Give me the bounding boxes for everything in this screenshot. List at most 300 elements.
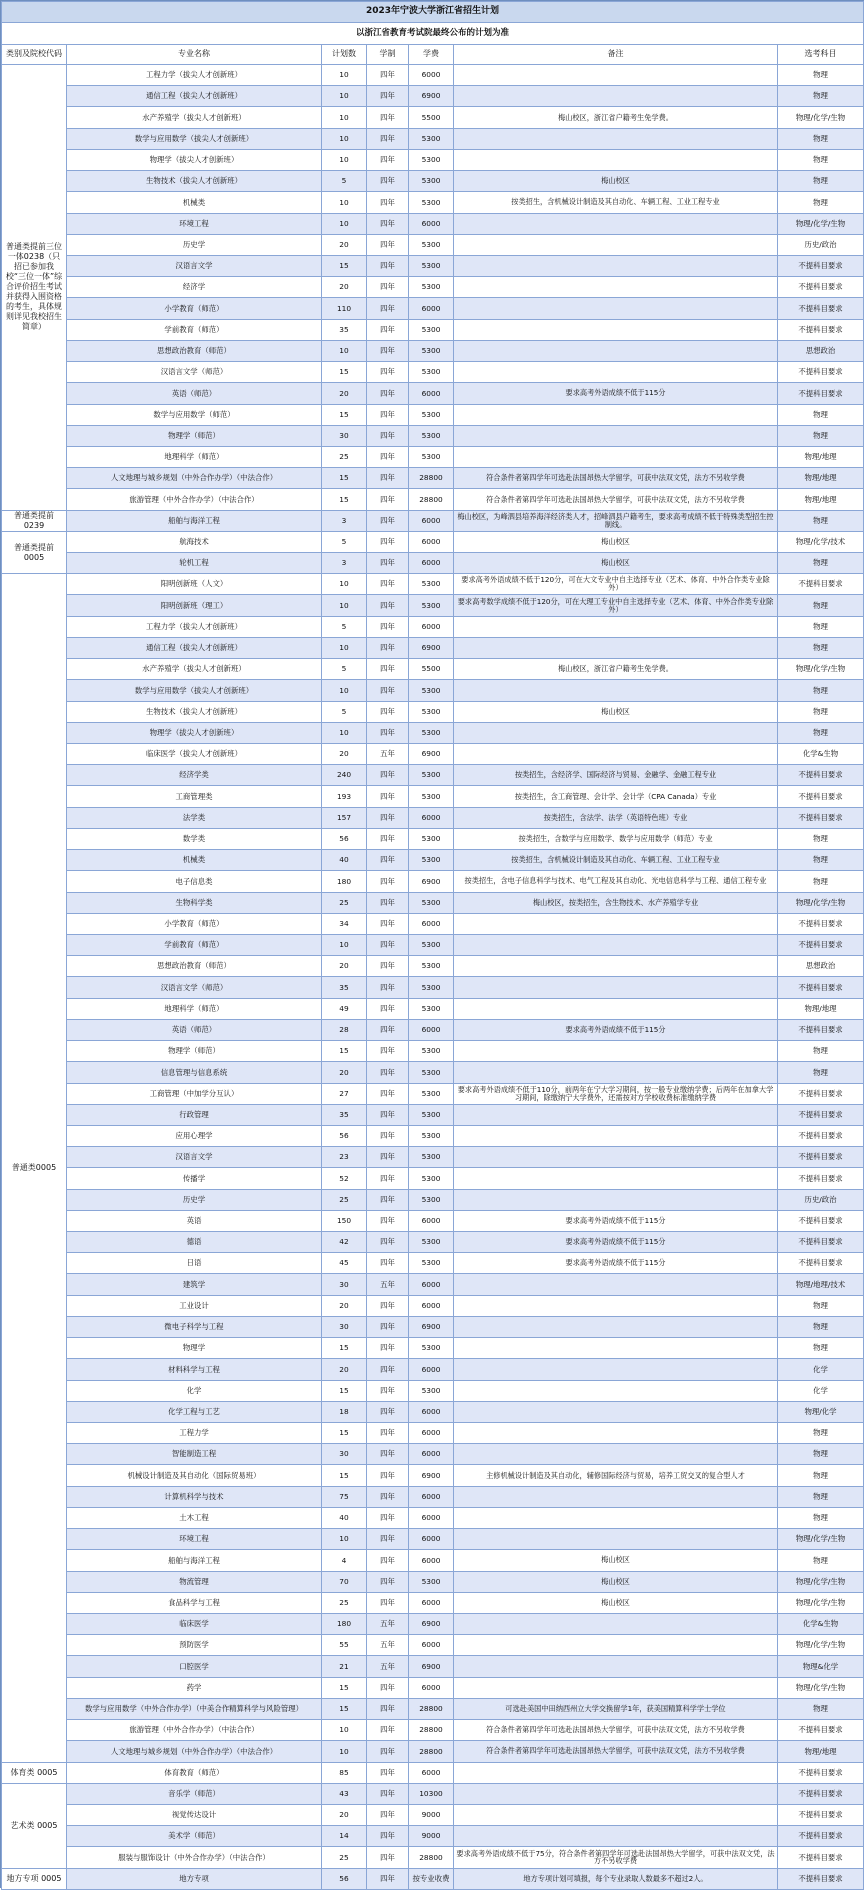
- quota-cell: 42: [322, 1232, 367, 1253]
- table-row: [2, 1274, 864, 1295]
- duration-cell: 四年: [367, 1062, 409, 1083]
- subjects-cell: 不提科目要求: [778, 1762, 864, 1783]
- tuition-cell: 6000: [409, 1423, 454, 1444]
- duration-cell: 四年: [367, 871, 409, 892]
- quota-cell: 10: [322, 637, 367, 658]
- table-row: [2, 956, 864, 977]
- subjects-cell: 物理: [778, 616, 864, 637]
- duration-cell: 四年: [367, 1316, 409, 1337]
- quota-cell: 25: [322, 1189, 367, 1210]
- major-name-cell: 经济学: [67, 277, 322, 298]
- quota-cell: 30: [322, 1316, 367, 1337]
- quota-cell: 35: [322, 1104, 367, 1125]
- remarks-cell: [454, 1359, 778, 1380]
- remarks-cell: [454, 213, 778, 234]
- subjects-cell: 物理/地理: [778, 998, 864, 1019]
- remarks-cell: 可选赴美国中田纳西州立大学交换留学1年，获美国精算科学学士学位: [454, 1698, 778, 1719]
- tuition-cell: 5500: [409, 659, 454, 680]
- quota-cell: 20: [322, 383, 367, 404]
- duration-cell: 四年: [367, 1868, 409, 1889]
- table-row: [2, 1444, 864, 1465]
- subjects-cell: 物理: [778, 1698, 864, 1719]
- remarks-cell: [454, 319, 778, 340]
- duration-cell: 五年: [367, 1656, 409, 1677]
- subjects-cell: 物理: [778, 128, 864, 149]
- table-row: [2, 171, 864, 192]
- remarks-cell: [454, 1338, 778, 1359]
- subjects-cell: 物理: [778, 850, 864, 871]
- major-name-cell: 材料科学与工程: [67, 1359, 322, 1380]
- quota-cell: 75: [322, 1486, 367, 1507]
- table-row: [2, 1868, 864, 1889]
- duration-cell: 四年: [367, 1253, 409, 1274]
- table-row: [2, 319, 864, 340]
- subjects-cell: 化学&生物: [778, 1613, 864, 1634]
- duration-cell: 四年: [367, 1232, 409, 1253]
- major-name-cell: 建筑学: [67, 1274, 322, 1295]
- tuition-cell: 6000: [409, 383, 454, 404]
- header-row: [2, 45, 864, 65]
- major-name-cell: 美术学（师范）: [67, 1826, 322, 1847]
- major-name-cell: 物理学（拔尖人才创新班）: [67, 149, 322, 170]
- quota-cell: 180: [322, 1613, 367, 1634]
- tuition-cell: 5300: [409, 765, 454, 786]
- remarks-cell: 要求高考外语成绩不低于110分，前两年在宁大学习期间，按一般专业缴纳学费；后两年在加拿大学习期间，除缴纳宁大学费外，还需按对方学校收费标准缴纳学费: [454, 1083, 778, 1104]
- remarks-cell: 要求高考外语成绩不低于115分: [454, 1232, 778, 1253]
- tuition-cell: 5300: [409, 1338, 454, 1359]
- major-name-cell: 水产养殖学（拔尖人才创新班）: [67, 659, 322, 680]
- duration-cell: 四年: [367, 828, 409, 849]
- subjects-cell: 不提科目要求: [778, 1804, 864, 1825]
- tuition-cell: 5300: [409, 1189, 454, 1210]
- duration-cell: 四年: [367, 1423, 409, 1444]
- duration-cell: 四年: [367, 1359, 409, 1380]
- quota-cell: 10: [322, 722, 367, 743]
- remarks-cell: [454, 1635, 778, 1656]
- duration-cell: 四年: [367, 1550, 409, 1571]
- quota-cell: 45: [322, 1253, 367, 1274]
- major-name-cell: 通信工程（拔尖人才创新班）: [67, 637, 322, 658]
- remarks-cell: 按类招生，含法学、法学（英语特色班）专业: [454, 807, 778, 828]
- remarks-cell: [454, 744, 778, 765]
- subjects-cell: 物理: [778, 425, 864, 446]
- table-row: [2, 1338, 864, 1359]
- tuition-cell: 28800: [409, 1720, 454, 1741]
- quota-cell: 15: [322, 468, 367, 489]
- subjects-cell: 物理: [778, 680, 864, 701]
- quota-cell: 15: [322, 489, 367, 510]
- duration-cell: 四年: [367, 1295, 409, 1316]
- tuition-cell: 5300: [409, 425, 454, 446]
- major-name-cell: 法学类: [67, 807, 322, 828]
- table-row: [2, 807, 864, 828]
- major-name-cell: 船舶与海洋工程: [67, 1550, 322, 1571]
- major-name-cell: 预防医学: [67, 1635, 322, 1656]
- major-name-cell: 体育教育（师范）: [67, 1762, 322, 1783]
- tuition-cell: 6900: [409, 637, 454, 658]
- tuition-cell: 5300: [409, 595, 454, 616]
- quota-cell: 55: [322, 1635, 367, 1656]
- remarks-cell: [454, 1444, 778, 1465]
- duration-cell: 四年: [367, 574, 409, 595]
- tuition-cell: 6000: [409, 553, 454, 574]
- duration-cell: 四年: [367, 1529, 409, 1550]
- major-name-cell: 口腔医学: [67, 1656, 322, 1677]
- subjects-cell: 物理: [778, 1444, 864, 1465]
- table-row: [2, 574, 864, 595]
- tuition-cell: 5300: [409, 362, 454, 383]
- quota-cell: 20: [322, 234, 367, 255]
- subjects-cell: 不提科目要求: [778, 1083, 864, 1104]
- category-cell: 地方专项 0005: [2, 1868, 67, 1889]
- subjects-cell: 化学: [778, 1359, 864, 1380]
- table-row: [2, 765, 864, 786]
- table-row: [2, 1380, 864, 1401]
- tuition-cell: 5300: [409, 340, 454, 361]
- major-name-cell: 人文地理与城乡规划（中外合作办学）（中法合作）: [67, 468, 322, 489]
- duration-cell: 四年: [367, 977, 409, 998]
- subjects-cell: 物理: [778, 1507, 864, 1528]
- major-name-cell: 工商管理类: [67, 786, 322, 807]
- duration-cell: 四年: [367, 1847, 409, 1868]
- subjects-cell: 物理: [778, 1465, 864, 1486]
- remarks-cell: 地方专项计划可填报，每个专业录取人数最多不超过2人。: [454, 1868, 778, 1889]
- subjects-cell: 物理: [778, 171, 864, 192]
- duration-cell: 四年: [367, 913, 409, 934]
- major-name-cell: 英语（师范）: [67, 383, 322, 404]
- subjects-cell: 不提科目要求: [778, 1720, 864, 1741]
- tuition-cell: 6000: [409, 1635, 454, 1656]
- table-row: [2, 1041, 864, 1062]
- tuition-cell: 5300: [409, 680, 454, 701]
- duration-cell: 五年: [367, 1274, 409, 1295]
- table-row: [2, 1486, 864, 1507]
- remarks-cell: 梅山校区: [454, 1592, 778, 1613]
- table-row: [2, 892, 864, 913]
- duration-cell: 四年: [367, 1826, 409, 1847]
- subjects-cell: 不提科目要求: [778, 1868, 864, 1889]
- table-row: [2, 128, 864, 149]
- tuition-cell: 5300: [409, 934, 454, 955]
- subjects-cell: 不提科目要求: [778, 1019, 864, 1040]
- quota-cell: 10: [322, 213, 367, 234]
- table-row: [2, 1592, 864, 1613]
- subjects-cell: 物理/化学/生物: [778, 1592, 864, 1613]
- remarks-cell: 主修机械设计制造及其自动化，辅修国际经济与贸易，培养工贸交叉的复合型人才: [454, 1465, 778, 1486]
- subjects-cell: 不提科目要求: [778, 277, 864, 298]
- table-row: [2, 65, 864, 86]
- subjects-cell: 物理/地理: [778, 1741, 864, 1762]
- table-row: [2, 1019, 864, 1040]
- subjects-cell: 物理: [778, 871, 864, 892]
- tuition-cell: 6900: [409, 1465, 454, 1486]
- major-name-cell: 思想政治教育（师范）: [67, 956, 322, 977]
- remarks-cell: [454, 1507, 778, 1528]
- quota-cell: 25: [322, 1847, 367, 1868]
- major-name-cell: 临床医学: [67, 1613, 322, 1634]
- table-row: [2, 489, 864, 510]
- quota-cell: 15: [322, 1423, 367, 1444]
- remarks-cell: 梅山校区: [454, 1571, 778, 1592]
- table-row: [2, 340, 864, 361]
- remarks-cell: 梅山校区: [454, 1550, 778, 1571]
- tuition-cell: 28800: [409, 1847, 454, 1868]
- duration-cell: 四年: [367, 1189, 409, 1210]
- quota-cell: 5: [322, 659, 367, 680]
- table-row: [2, 1677, 864, 1698]
- quota-cell: 10: [322, 65, 367, 86]
- tuition-cell: 6000: [409, 1295, 454, 1316]
- major-name-cell: 物理学: [67, 1338, 322, 1359]
- subjects-cell: 不提科目要求: [778, 913, 864, 934]
- major-name-cell: 生物科学类: [67, 892, 322, 913]
- remarks-cell: [454, 298, 778, 319]
- quota-cell: 40: [322, 850, 367, 871]
- category-cell: 艺术类 0005: [2, 1783, 67, 1868]
- quota-cell: 5: [322, 701, 367, 722]
- tuition-cell: 6000: [409, 1210, 454, 1231]
- major-name-cell: 学前教育（师范）: [67, 934, 322, 955]
- major-name-cell: 日语: [67, 1253, 322, 1274]
- quota-cell: 240: [322, 765, 367, 786]
- category-cell: 普通类提前三位一体0238（只招已参加我校“三位一体”综合评价招生考试并获得入围资格的考生，具体规则详见我校招生简章）: [2, 65, 67, 511]
- quota-cell: 27: [322, 1083, 367, 1104]
- table-row: [2, 1295, 864, 1316]
- header-remarks: 备注: [454, 45, 778, 65]
- subjects-cell: 历史/政治: [778, 1189, 864, 1210]
- subjects-cell: 不提科目要求: [778, 1783, 864, 1804]
- duration-cell: 四年: [367, 319, 409, 340]
- table-row: [2, 531, 864, 552]
- major-name-cell: 数学类: [67, 828, 322, 849]
- subjects-cell: 物理: [778, 637, 864, 658]
- major-name-cell: 物理学（师范）: [67, 425, 322, 446]
- duration-cell: 四年: [367, 1571, 409, 1592]
- remarks-cell: [454, 362, 778, 383]
- duration-cell: 四年: [367, 531, 409, 552]
- table-row: [2, 1613, 864, 1634]
- tuition-cell: 5300: [409, 1571, 454, 1592]
- duration-cell: 四年: [367, 1401, 409, 1422]
- duration-cell: 四年: [367, 86, 409, 107]
- tuition-cell: 6000: [409, 1444, 454, 1465]
- remarks-cell: [454, 446, 778, 467]
- remarks-cell: [454, 1677, 778, 1698]
- category-cell: 体育类 0005: [2, 1762, 67, 1783]
- duration-cell: 四年: [367, 340, 409, 361]
- table-row: [2, 362, 864, 383]
- subjects-cell: 不提科目要求: [778, 1847, 864, 1868]
- quota-cell: 10: [322, 1720, 367, 1741]
- subjects-cell: 不提科目要求: [778, 1125, 864, 1146]
- tuition-cell: 6000: [409, 1019, 454, 1040]
- tuition-cell: 6000: [409, 807, 454, 828]
- remarks-cell: 要求高考外语成绩不低于115分: [454, 383, 778, 404]
- quota-cell: 10: [322, 1529, 367, 1550]
- quota-cell: 3: [322, 510, 367, 531]
- table-row: [2, 595, 864, 616]
- remarks-cell: [454, 1804, 778, 1825]
- duration-cell: 四年: [367, 1741, 409, 1762]
- remarks-cell: [454, 149, 778, 170]
- tuition-cell: 9000: [409, 1826, 454, 1847]
- quota-cell: 10: [322, 149, 367, 170]
- tuition-cell: 5300: [409, 404, 454, 425]
- subjects-cell: 物理/化学/生物: [778, 659, 864, 680]
- tuition-cell: 6000: [409, 1401, 454, 1422]
- subjects-cell: 不提科目要求: [778, 807, 864, 828]
- remarks-cell: [454, 65, 778, 86]
- quota-cell: 49: [322, 998, 367, 1019]
- table-row: [2, 192, 864, 213]
- subjects-cell: 不提科目要求: [778, 1232, 864, 1253]
- major-name-cell: 数学与应用数学（中外合作办学）（中美合作精算科学与风险管理）: [67, 1698, 322, 1719]
- major-name-cell: 航海技术: [67, 531, 322, 552]
- tuition-cell: 6900: [409, 1613, 454, 1634]
- remarks-cell: [454, 1380, 778, 1401]
- remarks-cell: [454, 1295, 778, 1316]
- tuition-cell: 5300: [409, 1380, 454, 1401]
- quota-cell: 20: [322, 1359, 367, 1380]
- remarks-cell: [454, 1423, 778, 1444]
- subjects-cell: 物理/化学/生物: [778, 1571, 864, 1592]
- major-name-cell: 汉语言文学: [67, 255, 322, 276]
- duration-cell: 四年: [367, 1507, 409, 1528]
- category-cell: 普通类0005: [2, 574, 67, 1762]
- table-row: [2, 1125, 864, 1146]
- remarks-cell: [454, 404, 778, 425]
- major-name-cell: 环境工程: [67, 1529, 322, 1550]
- remarks-cell: [454, 637, 778, 658]
- subjects-cell: 物理: [778, 1550, 864, 1571]
- major-name-cell: 工程力学（拔尖人才创新班）: [67, 616, 322, 637]
- quota-cell: 15: [322, 255, 367, 276]
- subjects-cell: 物理&化学: [778, 1656, 864, 1677]
- subjects-cell: 不提科目要求: [778, 1210, 864, 1231]
- tuition-cell: 5300: [409, 828, 454, 849]
- remarks-cell: [454, 1529, 778, 1550]
- tuition-cell: 5300: [409, 998, 454, 1019]
- tuition-cell: 6000: [409, 213, 454, 234]
- table-row: [2, 1507, 864, 1528]
- duration-cell: 四年: [367, 277, 409, 298]
- subjects-cell: 不提科目要求: [778, 255, 864, 276]
- subjects-cell: 不提科目要求: [778, 298, 864, 319]
- subjects-cell: 物理/地理/技术: [778, 1274, 864, 1295]
- tuition-cell: 28800: [409, 468, 454, 489]
- major-name-cell: 数学与应用数学（师范）: [67, 404, 322, 425]
- subjects-cell: 物理: [778, 1316, 864, 1337]
- table-row: [2, 1741, 864, 1762]
- subjects-cell: 不提科目要求: [778, 1253, 864, 1274]
- quota-cell: 20: [322, 1804, 367, 1825]
- subjects-cell: 不提科目要求: [778, 1168, 864, 1189]
- duration-cell: 四年: [367, 1677, 409, 1698]
- quota-cell: 15: [322, 1380, 367, 1401]
- remarks-cell: 要求高考外语成绩不低于120分，可在大文专业中自主选择专业（艺术、体育、中外合作类专业除外）: [454, 574, 778, 595]
- duration-cell: 四年: [367, 298, 409, 319]
- duration-cell: 四年: [367, 65, 409, 86]
- duration-cell: 四年: [367, 425, 409, 446]
- subjects-cell: 物理/化学/生物: [778, 892, 864, 913]
- subjects-cell: 不提科目要求: [778, 362, 864, 383]
- duration-cell: 四年: [367, 255, 409, 276]
- tuition-cell: 5500: [409, 107, 454, 128]
- remarks-cell: 梅山校区: [454, 171, 778, 192]
- major-name-cell: 音乐学（师范）: [67, 1783, 322, 1804]
- subjects-cell: 物理/化学/生物: [778, 1635, 864, 1656]
- duration-cell: 四年: [367, 1338, 409, 1359]
- remarks-cell: 符合条件者第四学年可选赴法国昂热大学留学，可获中法双文凭，法方不另收学费: [454, 1741, 778, 1762]
- quota-cell: 23: [322, 1147, 367, 1168]
- major-name-cell: 药学: [67, 1677, 322, 1698]
- duration-cell: 四年: [367, 1592, 409, 1613]
- major-name-cell: 生物技术（拔尖人才创新班）: [67, 701, 322, 722]
- table-row: [2, 234, 864, 255]
- tuition-cell: 6900: [409, 1316, 454, 1337]
- duration-cell: 四年: [367, 1104, 409, 1125]
- table-row: [2, 446, 864, 467]
- tuition-cell: 6000: [409, 616, 454, 637]
- table-row: [2, 1529, 864, 1550]
- remarks-cell: [454, 1041, 778, 1062]
- major-name-cell: 经济学类: [67, 765, 322, 786]
- quota-cell: 10: [322, 340, 367, 361]
- subjects-cell: 物理: [778, 553, 864, 574]
- subjects-cell: 物理: [778, 149, 864, 170]
- remarks-cell: [454, 1656, 778, 1677]
- duration-cell: 四年: [367, 553, 409, 574]
- quota-cell: 85: [322, 1762, 367, 1783]
- table-row: [2, 1104, 864, 1125]
- header-major: 专业名称: [67, 45, 322, 65]
- quota-cell: 10: [322, 1741, 367, 1762]
- duration-cell: 四年: [367, 1444, 409, 1465]
- duration-cell: 四年: [367, 1019, 409, 1040]
- major-name-cell: 地理科学（师范）: [67, 998, 322, 1019]
- duration-cell: 四年: [367, 489, 409, 510]
- admission-plan-table: [1, 1, 864, 1890]
- major-name-cell: 服装与服饰设计（中外合作办学）（中法合作）: [67, 1847, 322, 1868]
- major-name-cell: 思想政治教育（师范）: [67, 340, 322, 361]
- table-row: [2, 1826, 864, 1847]
- subjects-cell: 物理: [778, 1486, 864, 1507]
- major-name-cell: 化学: [67, 1380, 322, 1401]
- table-row: [2, 828, 864, 849]
- remarks-cell: [454, 255, 778, 276]
- duration-cell: 四年: [367, 1762, 409, 1783]
- duration-cell: 四年: [367, 637, 409, 658]
- major-name-cell: 汉语言文学: [67, 1147, 322, 1168]
- quota-cell: 52: [322, 1168, 367, 1189]
- remarks-cell: [454, 128, 778, 149]
- major-name-cell: 电子信息类: [67, 871, 322, 892]
- duration-cell: 四年: [367, 510, 409, 531]
- major-name-cell: 行政管理: [67, 1104, 322, 1125]
- table-row: [2, 1210, 864, 1231]
- tuition-cell: 5300: [409, 786, 454, 807]
- duration-cell: 四年: [367, 1486, 409, 1507]
- tuition-cell: 6000: [409, 1762, 454, 1783]
- page-title: 2023年宁波大学浙江省招生计划: [2, 2, 864, 23]
- remarks-cell: [454, 977, 778, 998]
- remarks-cell: 梅山校区: [454, 701, 778, 722]
- quota-cell: 20: [322, 1062, 367, 1083]
- subjects-cell: 不提科目要求: [778, 934, 864, 955]
- tuition-cell: 6900: [409, 86, 454, 107]
- table-row: [2, 977, 864, 998]
- remarks-cell: 按类招生，含经济学、国际经济与贸易、金融学、金融工程专业: [454, 765, 778, 786]
